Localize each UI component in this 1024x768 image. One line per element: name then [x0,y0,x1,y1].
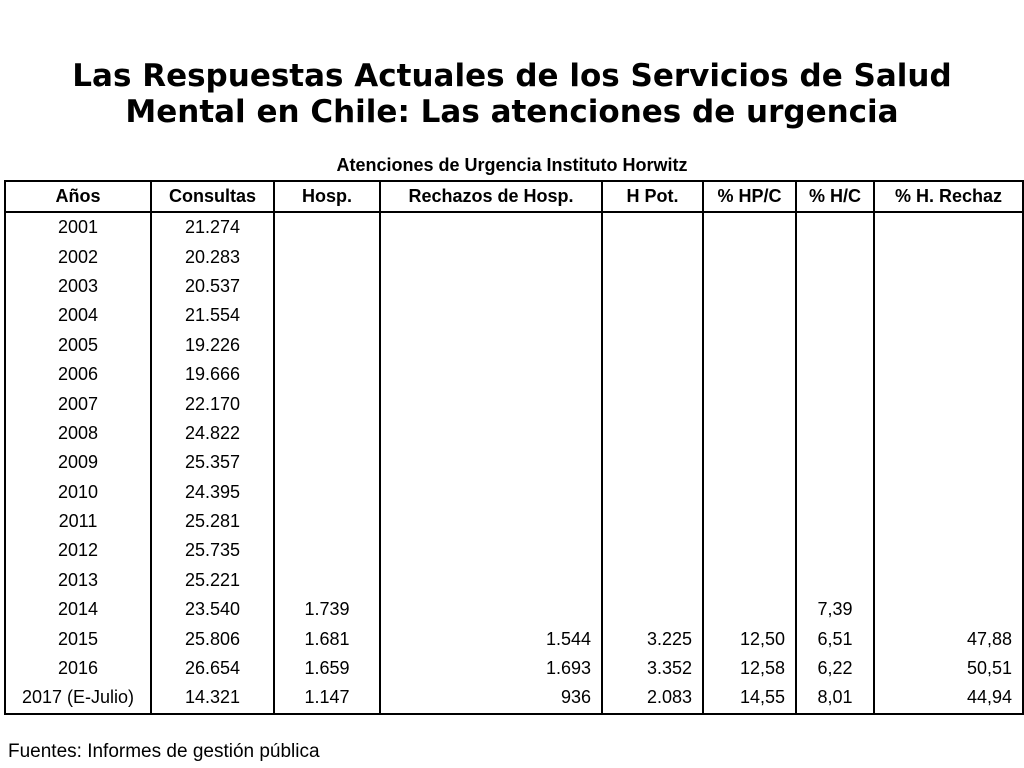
table-row [5,212,1023,242]
cell-pct-h-c [796,419,874,448]
cell-pct-hp-c: 12,58 [703,654,796,683]
table-row [5,242,1023,271]
cell-pct-hp-c [703,478,796,507]
cell-pct-h-rechaz [874,242,1023,271]
cell-consultas: 25.281 [151,507,274,536]
cell-rechazos [380,272,602,301]
cell-pct-hp-c: 14,55 [703,683,796,713]
urgencias-table [4,180,1024,715]
cell-h-pot: 3.225 [602,624,703,653]
cell-rechazos [380,419,602,448]
cell-consultas: 24.395 [151,478,274,507]
header-anos: Años [5,181,151,212]
cell-hosp [274,301,380,330]
cell-h-pot [602,566,703,595]
cell-pct-hp-c [703,212,796,242]
cell-anos: 2009 [5,448,151,477]
table-row [5,683,1023,713]
cell-pct-h-c: 7,39 [796,595,874,624]
cell-anos: 2016 [5,654,151,683]
cell-hosp [274,242,380,271]
table-row [5,566,1023,595]
source-note: Fuentes: Informes de gestión pública [8,741,320,762]
cell-h-pot [602,536,703,565]
table-row [5,360,1023,389]
cell-pct-h-c [796,478,874,507]
cell-pct-h-c [796,448,874,477]
cell-rechazos [380,242,602,271]
table-row [5,331,1023,360]
cell-anos: 2007 [5,389,151,418]
cell-anos: 2001 [5,212,151,242]
cell-pct-hp-c [703,360,796,389]
table-row [5,272,1023,301]
cell-hosp: 1.147 [274,683,380,713]
cell-pct-h-rechaz [874,566,1023,595]
table-row [5,624,1023,653]
cell-h-pot [602,212,703,242]
table-header-row [5,181,1023,212]
cell-rechazos [380,566,602,595]
cell-pct-h-rechaz [874,595,1023,624]
cell-pct-h-c [796,360,874,389]
cell-consultas: 20.537 [151,272,274,301]
cell-pct-h-c [796,507,874,536]
cell-pct-h-rechaz [874,301,1023,330]
cell-pct-hp-c [703,272,796,301]
cell-pct-h-rechaz [874,419,1023,448]
cell-pct-h-rechaz [874,272,1023,301]
cell-pct-h-c: 6,51 [796,624,874,653]
header-hosp: Hosp. [274,181,380,212]
cell-hosp [274,448,380,477]
cell-consultas: 25.357 [151,448,274,477]
cell-pct-hp-c [703,301,796,330]
cell-pct-h-rechaz [874,478,1023,507]
table-row [5,536,1023,565]
cell-consultas: 26.654 [151,654,274,683]
cell-rechazos [380,448,602,477]
cell-pct-h-c [796,242,874,271]
slide-title-line-1: Las Respuestas Actuales de los Servicios de Salud [72,58,952,94]
header-h-pot: H Pot. [602,181,703,212]
cell-anos: 2011 [5,507,151,536]
cell-pct-h-c [796,272,874,301]
cell-hosp [274,331,380,360]
cell-pct-h-rechaz: 50,51 [874,654,1023,683]
header-consultas: Consultas [151,181,274,212]
cell-h-pot: 2.083 [602,683,703,713]
cell-pct-h-c [796,536,874,565]
cell-pct-hp-c [703,595,796,624]
cell-pct-hp-c: 12,50 [703,624,796,653]
table-row [5,448,1023,477]
cell-pct-h-c [796,301,874,330]
cell-consultas: 21.554 [151,301,274,330]
table-row [5,419,1023,448]
cell-pct-hp-c [703,536,796,565]
cell-consultas: 25.806 [151,624,274,653]
cell-rechazos: 1.544 [380,624,602,653]
cell-hosp [274,272,380,301]
table-row [5,654,1023,683]
cell-h-pot [602,389,703,418]
cell-hosp [274,536,380,565]
cell-hosp [274,360,380,389]
cell-pct-hp-c [703,419,796,448]
cell-rechazos [380,507,602,536]
cell-anos: 2014 [5,595,151,624]
cell-consultas: 19.226 [151,331,274,360]
header-pct-h-rechaz: % H. Rechaz [874,181,1023,212]
cell-pct-hp-c [703,566,796,595]
cell-h-pot [602,242,703,271]
cell-consultas: 24.822 [151,419,274,448]
cell-h-pot [602,448,703,477]
cell-hosp [274,419,380,448]
cell-h-pot [602,272,703,301]
header-pct-h-c: % H/C [796,181,874,212]
cell-anos: 2002 [5,242,151,271]
cell-consultas: 19.666 [151,360,274,389]
cell-pct-h-rechaz: 47,88 [874,624,1023,653]
cell-h-pot [602,478,703,507]
cell-h-pot: 3.352 [602,654,703,683]
cell-rechazos [380,536,602,565]
table-row [5,478,1023,507]
cell-h-pot [602,331,703,360]
cell-h-pot [602,595,703,624]
cell-pct-h-c [796,331,874,360]
cell-rechazos: 1.693 [380,654,602,683]
header-pct-hp-c: % HP/C [703,181,796,212]
cell-rechazos [380,478,602,507]
cell-pct-h-rechaz [874,212,1023,242]
cell-consultas: 20.283 [151,242,274,271]
cell-hosp [274,389,380,418]
cell-pct-h-rechaz [874,389,1023,418]
cell-anos: 2012 [5,536,151,565]
cell-anos: 2005 [5,331,151,360]
cell-pct-hp-c [703,507,796,536]
cell-consultas: 14.321 [151,683,274,713]
cell-hosp [274,507,380,536]
cell-rechazos [380,389,602,418]
cell-anos: 2017 (E-Julio) [5,683,151,713]
cell-rechazos [380,595,602,624]
cell-consultas: 23.540 [151,595,274,624]
cell-pct-hp-c [703,242,796,271]
cell-consultas: 22.170 [151,389,274,418]
cell-hosp: 1.681 [274,624,380,653]
cell-rechazos [380,331,602,360]
cell-pct-h-rechaz [874,507,1023,536]
cell-pct-h-rechaz: 44,94 [874,683,1023,713]
cell-pct-h-c [796,212,874,242]
cell-hosp [274,478,380,507]
cell-anos: 2010 [5,478,151,507]
cell-h-pot [602,507,703,536]
slide-title [0,58,1024,130]
cell-hosp [274,212,380,242]
cell-anos: 2004 [5,301,151,330]
cell-h-pot [602,419,703,448]
table-caption: Atenciones de Urgencia Instituto Horwitz [336,155,688,175]
cell-rechazos: 936 [380,683,602,713]
table-body [5,212,1023,714]
cell-pct-h-rechaz [874,448,1023,477]
table-row [5,507,1023,536]
cell-h-pot [602,301,703,330]
header-rechazos: Rechazos de Hosp. [380,181,602,212]
cell-pct-hp-c [703,331,796,360]
cell-pct-h-rechaz [874,360,1023,389]
cell-pct-h-c [796,566,874,595]
cell-hosp [274,566,380,595]
cell-anos: 2008 [5,419,151,448]
cell-hosp: 1.739 [274,595,380,624]
table-row [5,301,1023,330]
table-row [5,595,1023,624]
cell-consultas: 21.274 [151,212,274,242]
cell-anos: 2015 [5,624,151,653]
cell-rechazos [380,212,602,242]
cell-consultas: 25.735 [151,536,274,565]
cell-pct-h-rechaz [874,331,1023,360]
cell-pct-h-c: 8,01 [796,683,874,713]
cell-rechazos [380,360,602,389]
cell-pct-hp-c [703,389,796,418]
cell-consultas: 25.221 [151,566,274,595]
cell-pct-h-rechaz [874,536,1023,565]
cell-h-pot [602,360,703,389]
cell-rechazos [380,301,602,330]
cell-pct-hp-c [703,448,796,477]
cell-anos: 2013 [5,566,151,595]
cell-anos: 2003 [5,272,151,301]
cell-hosp: 1.659 [274,654,380,683]
cell-pct-h-c: 6,22 [796,654,874,683]
cell-pct-h-c [796,389,874,418]
table-row [5,389,1023,418]
slide-title-line-2: Mental en Chile: Las atenciones de urgencia [125,94,899,130]
cell-anos: 2006 [5,360,151,389]
